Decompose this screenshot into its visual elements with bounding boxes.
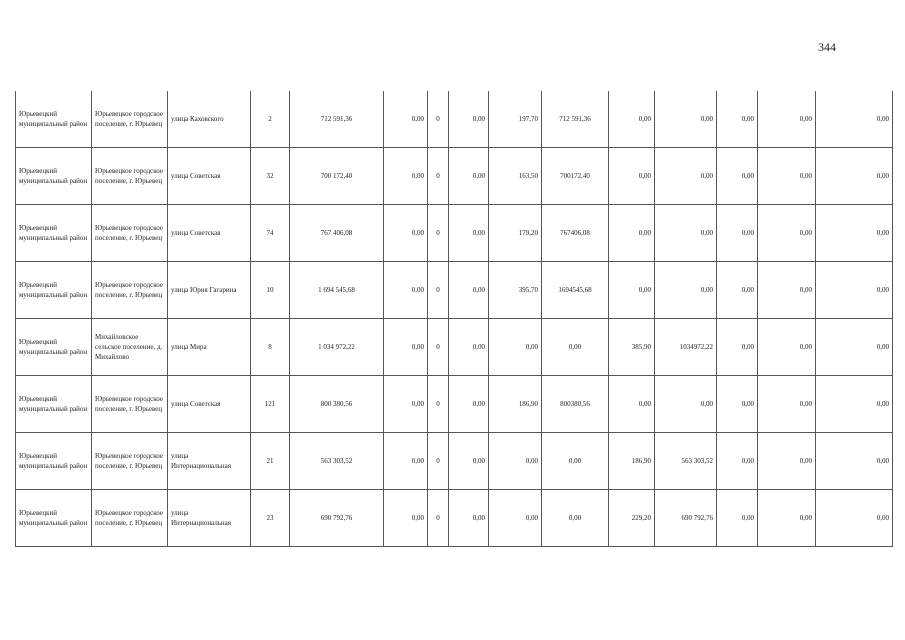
value-cell: 0,00 [758, 205, 816, 262]
value-cell: 0,00 [449, 262, 489, 319]
value-cell: 0,00 [384, 433, 428, 490]
cost-cell: 0,00 [655, 262, 717, 319]
settlement-cell: Юрьевецкое городское поселение, г. Юрьевец [92, 205, 168, 262]
area-cell: 186,90 [489, 376, 542, 433]
value-cell: 0,00 [384, 490, 428, 547]
value-cell: 0,00 [816, 91, 893, 148]
value-cell: 0 [428, 91, 449, 148]
street-cell: улица Советская [168, 148, 251, 205]
street-cell: улица Мира [168, 319, 251, 376]
table-row [16, 262, 893, 319]
area-cell: 163,50 [489, 148, 542, 205]
cost-cell: 0,00 [542, 319, 609, 376]
cost-cell: 800380,56 [542, 376, 609, 433]
value-cell: 0,00 [717, 376, 758, 433]
cost-cell: 563 303,52 [655, 433, 717, 490]
area-cell: 179,20 [489, 205, 542, 262]
area-cell: 385,90 [609, 319, 655, 376]
settlement-cell: Михайловское сельское поселение, д. Михайлово [92, 319, 168, 376]
area-cell: 0,00 [609, 376, 655, 433]
cost-cell: 1694545,68 [542, 262, 609, 319]
total-cost-cell: 1 034 972,22 [290, 319, 384, 376]
area-cell: 229,20 [609, 490, 655, 547]
district-cell: Юрьевецкий муниципальный район [16, 433, 92, 490]
total-cost-cell: 767 406,08 [290, 205, 384, 262]
value-cell: 0,00 [717, 319, 758, 376]
house-number-cell: 21 [251, 433, 290, 490]
street-cell: улица Советская [168, 205, 251, 262]
page-number: 344 [818, 40, 836, 54]
district-cell: Юрьевецкий муниципальный район [16, 91, 92, 148]
table-row [16, 490, 893, 547]
area-cell: 0,00 [609, 91, 655, 148]
settlement-cell: Юрьевецкое городское поселение, г. Юрьевец [92, 91, 168, 148]
district-cell: Юрьевецкий муниципальный район [16, 148, 92, 205]
house-number-cell: 121 [251, 376, 290, 433]
value-cell: 0,00 [816, 433, 893, 490]
value-cell: 0 [428, 262, 449, 319]
settlement-cell: Юрьевецкое городское поселение, г. Юрьевец [92, 433, 168, 490]
value-cell: 0,00 [384, 148, 428, 205]
area-cell: 0,00 [489, 319, 542, 376]
settlement-cell: Юрьевецкое городское поселение, г. Юрьевец [92, 376, 168, 433]
value-cell: 0,00 [717, 490, 758, 547]
value-cell: 0,00 [816, 262, 893, 319]
street-cell: улица Юрия Гагарина [168, 262, 251, 319]
value-cell: 0,00 [384, 91, 428, 148]
value-cell: 0,00 [717, 148, 758, 205]
value-cell: 0,00 [758, 148, 816, 205]
value-cell: 0,00 [449, 433, 489, 490]
total-cost-cell: 690 792,76 [290, 490, 384, 547]
value-cell: 0,00 [449, 490, 489, 547]
total-cost-cell: 712 591,36 [290, 91, 384, 148]
table-row [16, 433, 893, 490]
value-cell: 0,00 [717, 205, 758, 262]
house-number-cell: 8 [251, 319, 290, 376]
value-cell: 0,00 [758, 433, 816, 490]
value-cell: 0,00 [717, 91, 758, 148]
value-cell: 0,00 [758, 319, 816, 376]
value-cell: 0,00 [816, 376, 893, 433]
street-cell: улица Интернациональная [168, 490, 251, 547]
value-cell: 0,00 [449, 91, 489, 148]
value-cell: 0,00 [384, 376, 428, 433]
value-cell: 0,00 [816, 205, 893, 262]
area-cell: 197,70 [489, 91, 542, 148]
street-cell: улица Каховского [168, 91, 251, 148]
area-cell: 395,70 [489, 262, 542, 319]
value-cell: 0,00 [758, 262, 816, 319]
value-cell: 0,00 [384, 205, 428, 262]
area-cell: 0,00 [489, 490, 542, 547]
cost-cell: 767406,08 [542, 205, 609, 262]
value-cell: 0,00 [717, 433, 758, 490]
table-row [16, 376, 893, 433]
value-cell: 0 [428, 433, 449, 490]
street-cell: улица Интернациональная [168, 433, 251, 490]
table-row [16, 91, 893, 148]
district-cell: Юрьевецкий муниципальный район [16, 262, 92, 319]
value-cell: 0 [428, 205, 449, 262]
value-cell: 0,00 [449, 319, 489, 376]
value-cell: 0,00 [449, 205, 489, 262]
house-number-cell: 74 [251, 205, 290, 262]
cost-cell: 0,00 [655, 205, 717, 262]
value-cell: 0,00 [717, 262, 758, 319]
cost-cell: 0,00 [655, 91, 717, 148]
house-number-cell: 2 [251, 91, 290, 148]
street-cell: улица Советская [168, 376, 251, 433]
cost-cell: 0,00 [655, 148, 717, 205]
value-cell: 0,00 [816, 319, 893, 376]
table-row [16, 205, 893, 262]
cost-cell: 0,00 [655, 376, 717, 433]
district-cell: Юрьевецкий муниципальный район [16, 490, 92, 547]
house-number-cell: 23 [251, 490, 290, 547]
total-cost-cell: 1 694 545,68 [290, 262, 384, 319]
value-cell: 0,00 [384, 262, 428, 319]
area-cell: 186,90 [609, 433, 655, 490]
cost-cell: 690 792,76 [655, 490, 717, 547]
total-cost-cell: 800 380,56 [290, 376, 384, 433]
house-number-cell: 10 [251, 262, 290, 319]
value-cell: 0 [428, 148, 449, 205]
settlement-cell: Юрьевецкое городское поселение, г. Юрьевец [92, 262, 168, 319]
total-cost-cell: 563 303,52 [290, 433, 384, 490]
cost-cell: 0,00 [542, 433, 609, 490]
cost-cell: 700172,40 [542, 148, 609, 205]
value-cell: 0,00 [758, 376, 816, 433]
housing-table [15, 91, 893, 547]
area-cell: 0,00 [609, 262, 655, 319]
district-cell: Юрьевецкий муниципальный район [16, 376, 92, 433]
value-cell: 0 [428, 376, 449, 433]
area-cell: 0,00 [489, 433, 542, 490]
settlement-cell: Юрьевецкое городское поселение, г. Юрьевец [92, 490, 168, 547]
value-cell: 0,00 [384, 319, 428, 376]
value-cell: 0,00 [816, 490, 893, 547]
value-cell: 0,00 [758, 91, 816, 148]
value-cell: 0 [428, 490, 449, 547]
value-cell: 0,00 [816, 148, 893, 205]
house-number-cell: 32 [251, 148, 290, 205]
settlement-cell: Юрьевецкое городское поселение, г. Юрьевец [92, 148, 168, 205]
table-row [16, 148, 893, 205]
cost-cell: 1034972,22 [655, 319, 717, 376]
value-cell: 0 [428, 319, 449, 376]
value-cell: 0,00 [449, 376, 489, 433]
district-cell: Юрьевецкий муниципальный район [16, 205, 92, 262]
cost-cell: 0,00 [542, 490, 609, 547]
value-cell: 0,00 [758, 490, 816, 547]
area-cell: 0,00 [609, 148, 655, 205]
value-cell: 0,00 [449, 148, 489, 205]
total-cost-cell: 700 172,40 [290, 148, 384, 205]
cost-cell: 712 591,36 [542, 91, 609, 148]
area-cell: 0,00 [609, 205, 655, 262]
table-row [16, 319, 893, 376]
district-cell: Юрьевецкий муниципальный район [16, 319, 92, 376]
